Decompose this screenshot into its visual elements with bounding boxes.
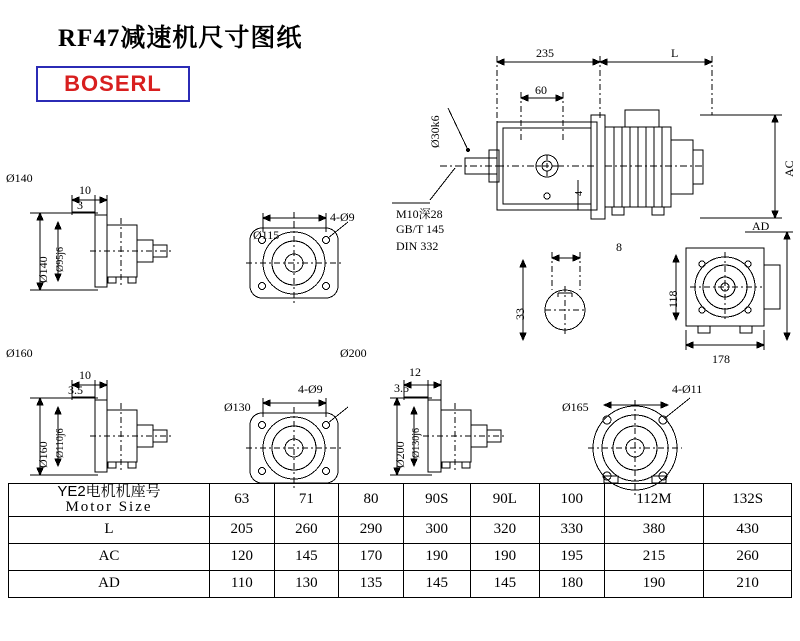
value-cell: 205: [210, 516, 275, 543]
flange-160-side-view: [90, 400, 172, 472]
value-cell: 145: [274, 543, 339, 570]
row-label-L: L: [9, 516, 210, 543]
size-cell: 71: [274, 484, 339, 517]
dim-label-3-5: 3.5: [68, 383, 83, 397]
value-cell: 145: [403, 570, 470, 597]
motor-body: [605, 110, 703, 215]
value-cell: 195: [539, 543, 604, 570]
dim-label-d130j6: Ø130j6: [411, 428, 422, 458]
value-cell: 190: [403, 543, 470, 570]
table-header-label: [9, 484, 210, 517]
table-row: [9, 516, 792, 543]
table-header-label-en: Motor Size: [65, 498, 153, 515]
dim-label-d160-top: Ø160: [6, 346, 33, 360]
dim-label-d200-side: Ø200: [393, 441, 407, 468]
dim-label-L: L: [671, 46, 679, 60]
table-header-label-cn: YE2电机机座号: [57, 483, 161, 500]
dim-label-118: 118: [666, 290, 680, 308]
dim-label-33: 33: [513, 308, 527, 320]
dim-235: [497, 56, 600, 130]
leader-thread-spec: [392, 168, 455, 203]
dim-label-12: 12: [409, 365, 421, 379]
value-cell: 330: [539, 516, 604, 543]
value-cell: 260: [704, 543, 792, 570]
dim-label-3-5b: 3.5: [394, 381, 409, 395]
value-cell: 320: [470, 516, 539, 543]
flange-200-side-view: [423, 400, 506, 472]
dim-label-key-4: 4: [574, 191, 585, 196]
value-cell: 130: [274, 570, 339, 597]
dim-60: [521, 92, 563, 140]
value-cell: 260: [274, 516, 339, 543]
size-cell: 132S: [704, 484, 792, 517]
row-label-AC: AC: [9, 543, 210, 570]
thread-spec-line2: GB/T 145: [396, 222, 445, 236]
thread-spec-line1: M10深28: [396, 207, 443, 221]
size-cell: 90S: [403, 484, 470, 517]
dim-label-d115: Ø115: [253, 228, 280, 242]
flange-165-front-view: [588, 398, 690, 495]
dim-label-10: 10: [79, 183, 91, 197]
dim-label-AD: AD: [752, 219, 770, 233]
value-cell: 110: [210, 570, 275, 597]
flange-130-front-view: [246, 398, 348, 489]
table-header-row: [9, 484, 792, 517]
value-cell: 135: [339, 570, 404, 597]
dim-label-d110j6: Ø110j6: [55, 428, 66, 458]
value-cell: 210: [704, 570, 792, 597]
dim-label-10-row2: 10: [79, 368, 91, 382]
dim-label-178: 178: [712, 352, 730, 366]
dim-label-3: 3: [77, 198, 83, 212]
dim-label-d140-top: Ø140: [6, 171, 33, 185]
value-cell: 190: [604, 570, 704, 597]
leader-shaft-diameter: [448, 108, 470, 152]
value-cell: 430: [704, 516, 792, 543]
keyway-detail: [520, 252, 585, 340]
value-cell: 120: [210, 543, 275, 570]
brand-logo-text: BOSERL: [64, 71, 162, 96]
gearbox-housing: [440, 115, 605, 219]
dim-label-235: 235: [536, 46, 554, 60]
dim-label-d140-side: Ø140: [36, 256, 50, 283]
dim-label-d130-a: Ø130: [224, 400, 251, 414]
value-cell: 290: [339, 516, 404, 543]
size-cell: 90L: [470, 484, 539, 517]
value-cell: 215: [604, 543, 704, 570]
size-cell: 63: [210, 484, 275, 517]
dim-label-d95j6: Ø95j6: [55, 247, 66, 272]
dim-label-8: 8: [616, 240, 622, 254]
value-cell: 180: [539, 570, 604, 597]
flange-115-front-view: [246, 212, 348, 304]
table-row: [9, 570, 792, 597]
dim-label-4x9-row2: 4-Ø9: [298, 382, 323, 396]
row-label-AD: AD: [9, 570, 210, 597]
value-cell: 300: [403, 516, 470, 543]
thread-spec-line3: DIN 332: [396, 239, 439, 253]
dim-label-d200-top: Ø200: [340, 346, 367, 360]
value-cell: 380: [604, 516, 704, 543]
size-cell: 80: [339, 484, 404, 517]
dim-AC: [700, 115, 782, 218]
page-title: RF47减速机尺寸图纸: [58, 25, 303, 52]
dim-label-d165: Ø165: [562, 400, 589, 414]
value-cell: 170: [339, 543, 404, 570]
dim-label-d160-side: Ø160: [36, 441, 50, 468]
size-cell: 100: [539, 484, 604, 517]
flange-140-side-view: [90, 215, 172, 287]
dim-label-AC: AC: [782, 160, 796, 177]
dim-label-d30k6: Ø30k6: [428, 115, 442, 148]
motor-end-view: [686, 248, 780, 333]
dim-118: [673, 255, 679, 320]
value-cell: 145: [470, 570, 539, 597]
dim-L-top: [600, 56, 712, 115]
dim-label-4x11: 4-Ø11: [672, 382, 703, 396]
value-cell: 190: [470, 543, 539, 570]
dim-label-4x9-row1: 4-Ø9: [330, 210, 355, 224]
dim-label-60: 60: [535, 83, 547, 97]
size-cell: 112M: [604, 484, 704, 517]
table-row: [9, 543, 792, 570]
motor-size-table: [8, 483, 792, 598]
